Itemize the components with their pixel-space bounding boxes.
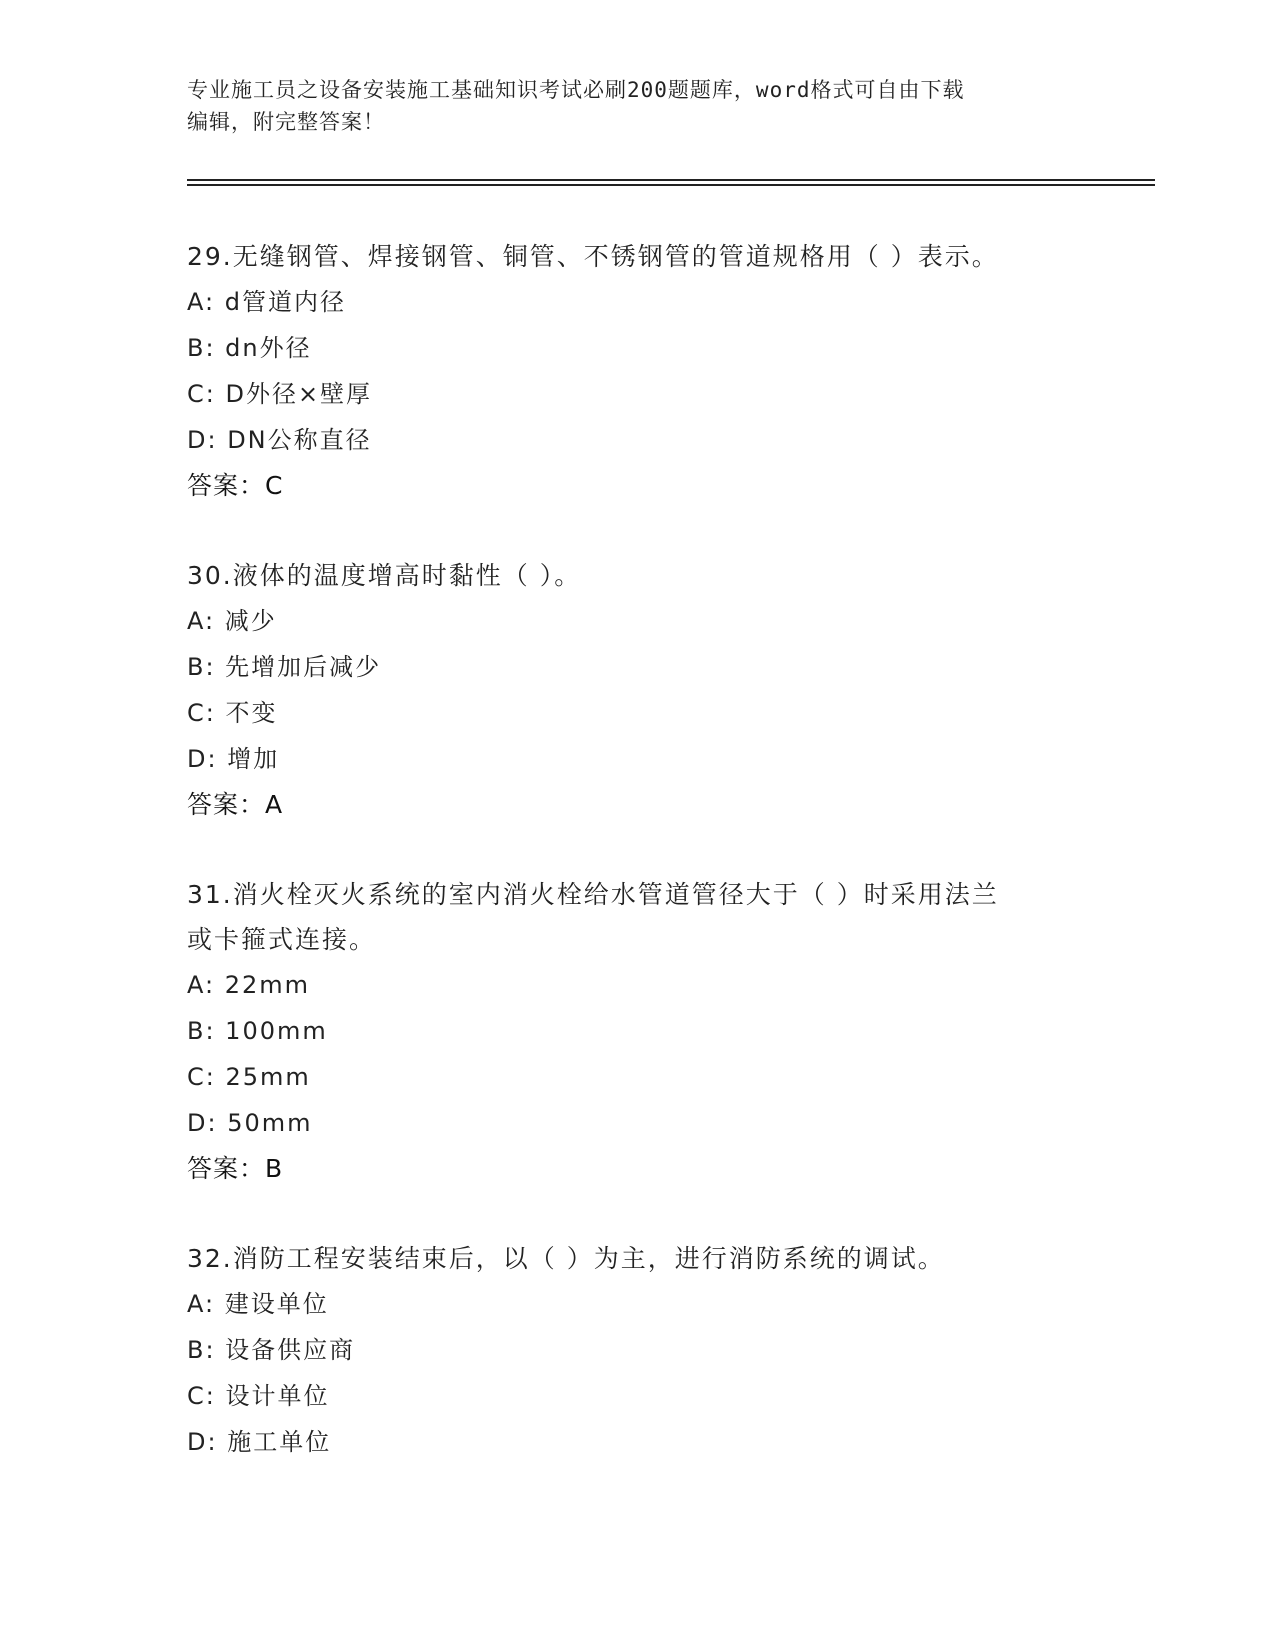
question-30: [187, 553, 1087, 828]
answer-label: 答案：C: [187, 471, 284, 500]
option-a: A: d管道内径: [187, 288, 346, 316]
question-31: [187, 872, 1087, 1192]
question-stem-line-2: 或卡箍式连接。: [187, 925, 377, 954]
header-divider-top: [187, 179, 1155, 181]
question-32: [187, 1236, 1087, 1465]
header-line-2: 编辑，附完整答案！: [187, 110, 385, 134]
option-c: C: 不变: [187, 699, 278, 727]
question-stem: 32.消防工程安装结束后，以（ ）为主，进行消防系统的调试。: [187, 1244, 945, 1273]
option-b: B: 设备供应商: [187, 1336, 356, 1364]
option-b: B: 先增加后减少: [187, 653, 382, 681]
option-c: C: 25mm: [187, 1063, 311, 1091]
option-d: D: DN公称直径: [187, 426, 372, 454]
option-c: C: D外径×壁厚: [187, 380, 373, 408]
question-29: [187, 234, 1087, 509]
option-b: B: 100mm: [187, 1017, 328, 1045]
answer-label: 答案：B: [187, 1154, 284, 1183]
option-d: D: 增加: [187, 745, 280, 773]
question-stem-line-1: 31.消火栓灭火系统的室内消火栓给水管道管径大于（ ）时采用法兰: [187, 880, 999, 909]
document-header: [187, 74, 1067, 138]
header-line-1: 专业施工员之设备安装施工基础知识考试必刷200题题库，word格式可自由下载: [187, 78, 965, 102]
option-a: A: 22mm: [187, 971, 311, 999]
option-a: A: 减少: [187, 607, 277, 635]
header-divider-bottom: [187, 184, 1155, 186]
answer-label: 答案：A: [187, 790, 284, 819]
option-a: A: 建设单位: [187, 1290, 329, 1318]
option-b: B: dn外径: [187, 334, 312, 362]
option-d: D: 施工单位: [187, 1428, 332, 1456]
option-d: D: 50mm: [187, 1109, 313, 1137]
question-stem: 29.无缝钢管、焊接钢管、铜管、不锈钢管的管道规格用（ ）表示。: [187, 242, 999, 271]
option-c: C: 设计单位: [187, 1382, 330, 1410]
question-stem: 30.液体的温度增高时黏性（ ）。: [187, 561, 582, 590]
